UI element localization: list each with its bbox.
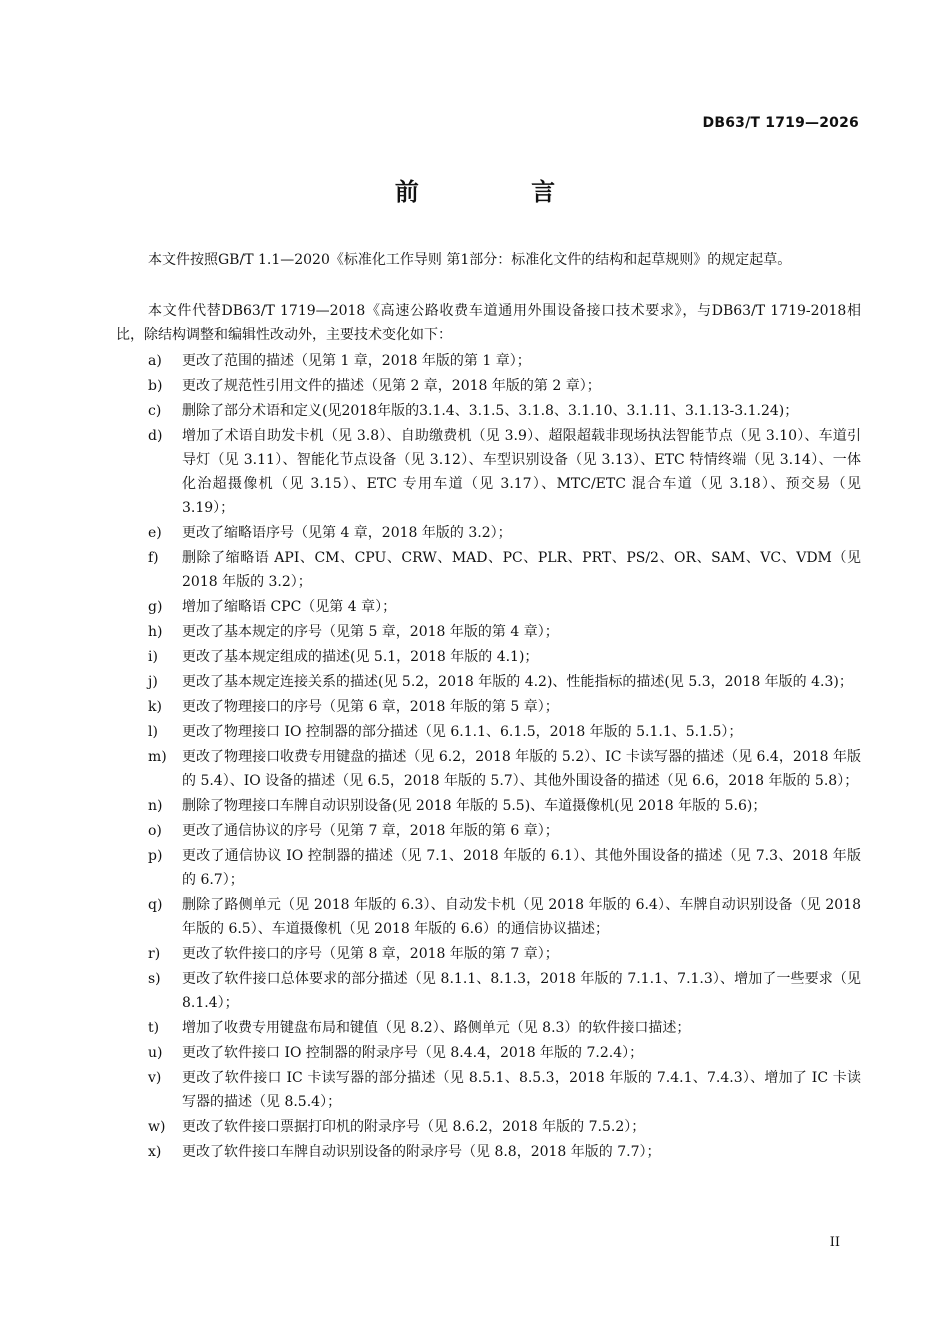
- change-item: [148, 695, 861, 719]
- change-item: [148, 844, 861, 892]
- change-item: [148, 374, 861, 398]
- change-item: [148, 967, 861, 1015]
- change-item-text: 更改了基本规定的序号（见第 5 章，2018 年版的第 4 章）；: [182, 624, 559, 640]
- change-item-marker: v): [148, 1070, 162, 1086]
- change-item-text: 更改了软件接口 IO 控制器的附录序号（见 8.4.4，2018 年版的 7.2.4）；: [182, 1045, 644, 1061]
- change-item-text: 更改了基本规定组成的描述(见 5.1，2018 年版的 4.1)；: [182, 649, 539, 665]
- change-item-text: 删除了部分术语和定义(见2018年版的3.1.4、3.1.5、3.1.8、3.1.10、3.1.11、3.1.13-3.1.24)；: [182, 403, 799, 419]
- change-item: [148, 819, 861, 843]
- change-item-marker: h): [148, 624, 163, 640]
- change-item: [148, 546, 861, 594]
- change-item: [148, 794, 861, 818]
- change-item: [148, 1066, 861, 1114]
- change-item: [148, 399, 861, 423]
- change-item-text: 更改了软件接口 IC 卡读写器的部分描述（见 8.5.1、8.5.3，2018 年版的 7.4.1、7.4.3）、增加了 IC 卡读写器的描述（见 8.5.4）；: [182, 1070, 861, 1110]
- change-item-marker: i): [148, 649, 158, 665]
- change-item-text: 删除了路侧单元（见 2018 年版的 6.3）、自动发卡机（见 2018 年版的 6.4）、车牌自动识别设备（见 2018 年版的 6.5）、车道摄像机（见 2018 年版的 6.6）的通信协议描述；: [182, 897, 861, 937]
- change-item: [148, 1115, 861, 1139]
- change-item-marker: a): [148, 353, 162, 369]
- change-item-marker: e): [148, 525, 162, 541]
- change-item-marker: m): [148, 749, 167, 765]
- change-item-marker: p): [148, 848, 163, 864]
- change-item: [148, 1140, 861, 1164]
- change-item: [148, 1016, 861, 1040]
- change-item: [148, 645, 861, 669]
- change-item-marker: c): [148, 403, 162, 419]
- change-item-text: 增加了术语自助发卡机（见 3.8）、自助缴费机（见 3.9）、超限超载非现场执法智能节点（见 3.10）、车道引导灯（见 3.11）、智能化节点设备（见 3.12）、车型识别设备（见 3.13）、ETC 特情终端（见 3.14）、一体化治超摄像机（见 3.15）、ETC 专用车道（见 3.17）、MTC/ETC 混合车道（见 3.18）、预交易（见 3.19）；: [182, 428, 861, 516]
- change-item-marker: d): [148, 428, 163, 444]
- change-item-text: 增加了收费专用键盘布局和键值（见 8.2）、路侧单元（见 8.3）的软件接口描述；: [182, 1020, 691, 1036]
- change-item: [148, 424, 861, 520]
- change-item-marker: u): [148, 1045, 163, 1061]
- change-item-marker: q): [148, 897, 163, 913]
- change-item: [148, 893, 861, 941]
- change-item-marker: x): [148, 1144, 162, 1160]
- change-item-marker: k): [148, 699, 162, 715]
- intro-paragraph-2: 本文件代替DB63/T 1719—2018《高速公路收费车道通用外围设备接口技术要求》，与DB63/T 1719-2018相比，除结构调整和编辑性改动外，主要技术变化如下：: [116, 303, 861, 343]
- change-item-marker: f): [148, 550, 159, 566]
- change-item: [148, 720, 861, 744]
- change-item-text: 增加了缩略语 CPC（见第 4 章）；: [182, 599, 397, 615]
- changes-list: [148, 349, 861, 1165]
- change-item-text: 更改了软件接口票据打印机的附录序号（见 8.6.2，2018 年版的 7.5.2）；: [182, 1119, 646, 1135]
- change-item-text: 更改了软件接口总体要求的部分描述（见 8.1.1、8.1.3，2018 年版的 7.1.1、7.1.3）、增加了一些要求（见 8.1.4）；: [182, 971, 861, 1011]
- change-item-marker: n): [148, 798, 163, 814]
- change-item-text: 更改了软件接口的序号（见第 8 章，2018 年版的第 7 章）；: [182, 946, 559, 962]
- change-item: [148, 942, 861, 966]
- document-code: DB63/T 1719—2026: [702, 115, 859, 131]
- change-item-marker: b): [148, 378, 163, 394]
- change-item-text: 更改了物理接口的序号（见第 6 章，2018 年版的第 5 章）；: [182, 699, 559, 715]
- change-item-text: 更改了通信协议的序号（见第 7 章，2018 年版的第 6 章）；: [182, 823, 559, 839]
- intro-paragraph-1: 本文件按照GB/T 1.1—2020《标准化工作导则 第1部分：标准化文件的结构和起草规则》的规定起草。: [148, 252, 792, 268]
- change-item-marker: l): [148, 724, 158, 740]
- change-item: [148, 349, 861, 373]
- change-item-text: 更改了软件接口车牌自动识别设备的附录序号（见 8.8，2018 年版的 7.7）；: [182, 1144, 661, 1160]
- change-item: [148, 745, 861, 793]
- change-item-marker: r): [148, 946, 161, 962]
- change-item: [148, 620, 861, 644]
- change-item-text: 更改了范围的描述（见第 1 章，2018 年版的第 1 章）；: [182, 353, 531, 369]
- change-item: [148, 521, 861, 545]
- change-item-marker: s): [148, 971, 161, 987]
- change-item: [148, 595, 861, 619]
- change-item-text: 删除了物理接口车牌自动识别设备(见 2018 年版的 5.5)、车道摄像机(见 2018 年版的 5.6)；: [182, 798, 767, 814]
- page-title: 前 言: [394, 178, 608, 206]
- change-item-text: 更改了物理接口收费专用键盘的描述（见 6.2，2018 年版的 5.2）、IC 卡读写器的描述（见 6.4，2018 年版的 5.4）、IO 设备的描述（见 6.5，2018 年版的 5.7）、其他外围设备的描述（见 6.6，2018 年版的 5.8）；: [182, 749, 861, 789]
- page-number: II: [829, 1235, 840, 1250]
- change-item-text: 删除了缩略语 API、CM、CPU、CRW、MAD、PC、PLR、PRT、PS/2、OR、SAM、VC、VDM（见 2018 年版的 3.2）；: [182, 550, 861, 590]
- change-item-text: 更改了基本规定连接关系的描述(见 5.2，2018 年版的 4.2)、性能指标的描述(见 5.3，2018 年版的 4.3)；: [182, 674, 853, 690]
- change-item-marker: o): [148, 823, 162, 839]
- change-item-marker: w): [148, 1119, 166, 1135]
- change-item-text: 更改了规范性引用文件的描述（见第 2 章，2018 年版的第 2 章）；: [182, 378, 601, 394]
- change-item-marker: j): [148, 674, 158, 690]
- change-item: [148, 670, 861, 694]
- change-item-text: 更改了物理接口 IO 控制器的部分描述（见 6.1.1、6.1.5，2018 年版的 5.1.1、5.1.5）；: [182, 724, 743, 740]
- change-item-text: 更改了缩略语序号（见第 4 章，2018 年版的 3.2）；: [182, 525, 512, 541]
- change-item-marker: t): [148, 1020, 160, 1036]
- change-item: [148, 1041, 861, 1065]
- change-item-text: 更改了通信协议 IO 控制器的描述（见 7.1、2018 年版的 6.1）、其他外围设备的描述（见 7.3、2018 年版的 6.7）；: [182, 848, 861, 888]
- change-item-marker: g): [148, 599, 163, 615]
